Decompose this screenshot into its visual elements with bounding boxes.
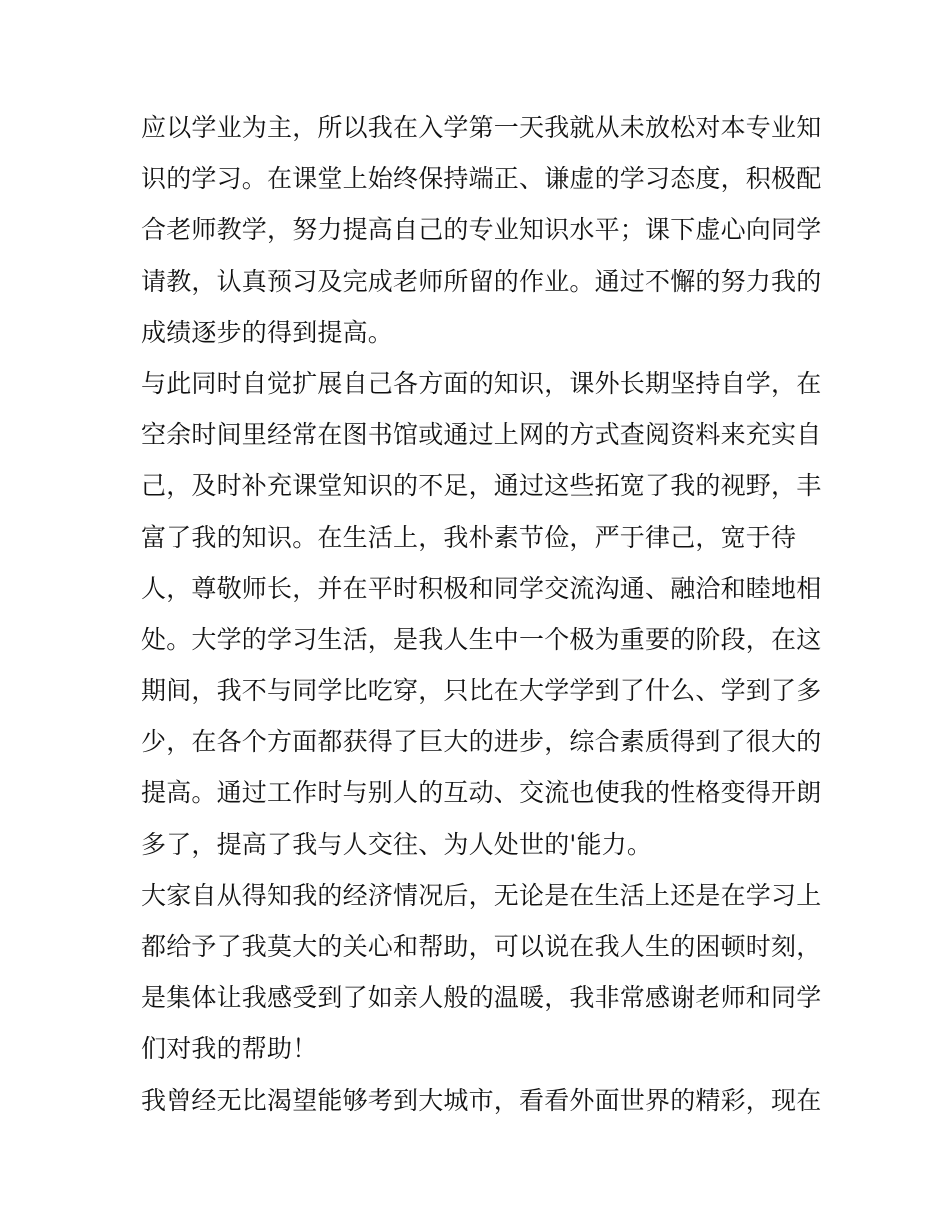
text-line: 少，在各个方面都获得了巨大的进步，综合素质得到了很大的 bbox=[141, 727, 822, 757]
text-line: 富了我的知识。在生活上，我朴素节俭，严于律己，宽于待 bbox=[141, 522, 797, 552]
text-line: 请教，认真预习及完成老师所留的作业。通过不懈的努力我的 bbox=[141, 266, 822, 296]
text-line: 合老师教学，努力提高自己的专业知识水平；课下虚心向同学 bbox=[141, 215, 822, 245]
text-line: 提高。通过工作时与别人的互动、交流也使我的性格变得开朗 bbox=[141, 778, 822, 808]
text-line: 期间，我不与同学比吃穿，只比在大学学到了什么、学到了多 bbox=[141, 676, 822, 706]
body-text bbox=[141, 102, 821, 1126]
text-line: 己，及时补充课堂知识的不足，通过这些拓宽了我的视野，丰 bbox=[141, 471, 822, 501]
text-line: 是集体让我感受到了如亲人般的温暖，我非常感谢老师和同学 bbox=[141, 983, 822, 1013]
text-line: 人，尊敬师长，并在平时积极和同学交流沟通、融洽和睦地相 bbox=[141, 573, 822, 603]
text-line: 空余时间里经常在图书馆或通过上网的方式查阅资料来充实自 bbox=[141, 420, 822, 450]
text-line: 成绩逐步的得到提高。 bbox=[141, 317, 394, 347]
text-line: 都给予了我莫大的关心和帮助，可以说在我人生的困顿时刻， bbox=[141, 932, 822, 961]
text-line: 多了，提高了我与人交往、为人处世的'能力。 bbox=[141, 829, 653, 859]
text-line: 我曾经无比渴望能够考到大城市，看看外面世界的精彩，现在 bbox=[141, 1085, 822, 1115]
text-line: 识的学习。在课堂上始终保持端正、谦虚的学习态度，积极配 bbox=[141, 164, 822, 194]
text-line: 与此同时自觉扩展自己各方面的知识，课外长期坚持自学，在 bbox=[141, 368, 822, 398]
text-line: 大家自从得知我的经济情况后，无论是在生活上还是在学习上 bbox=[141, 880, 822, 910]
text-line: 们对我的帮助！ bbox=[141, 1034, 318, 1064]
text-line: 应以学业为主，所以我在入学第一天我就从未放松对本专业知 bbox=[141, 113, 822, 142]
text-line: 处。大学的学习生活，是我人生中一个极为重要的阶段，在这 bbox=[141, 624, 822, 654]
